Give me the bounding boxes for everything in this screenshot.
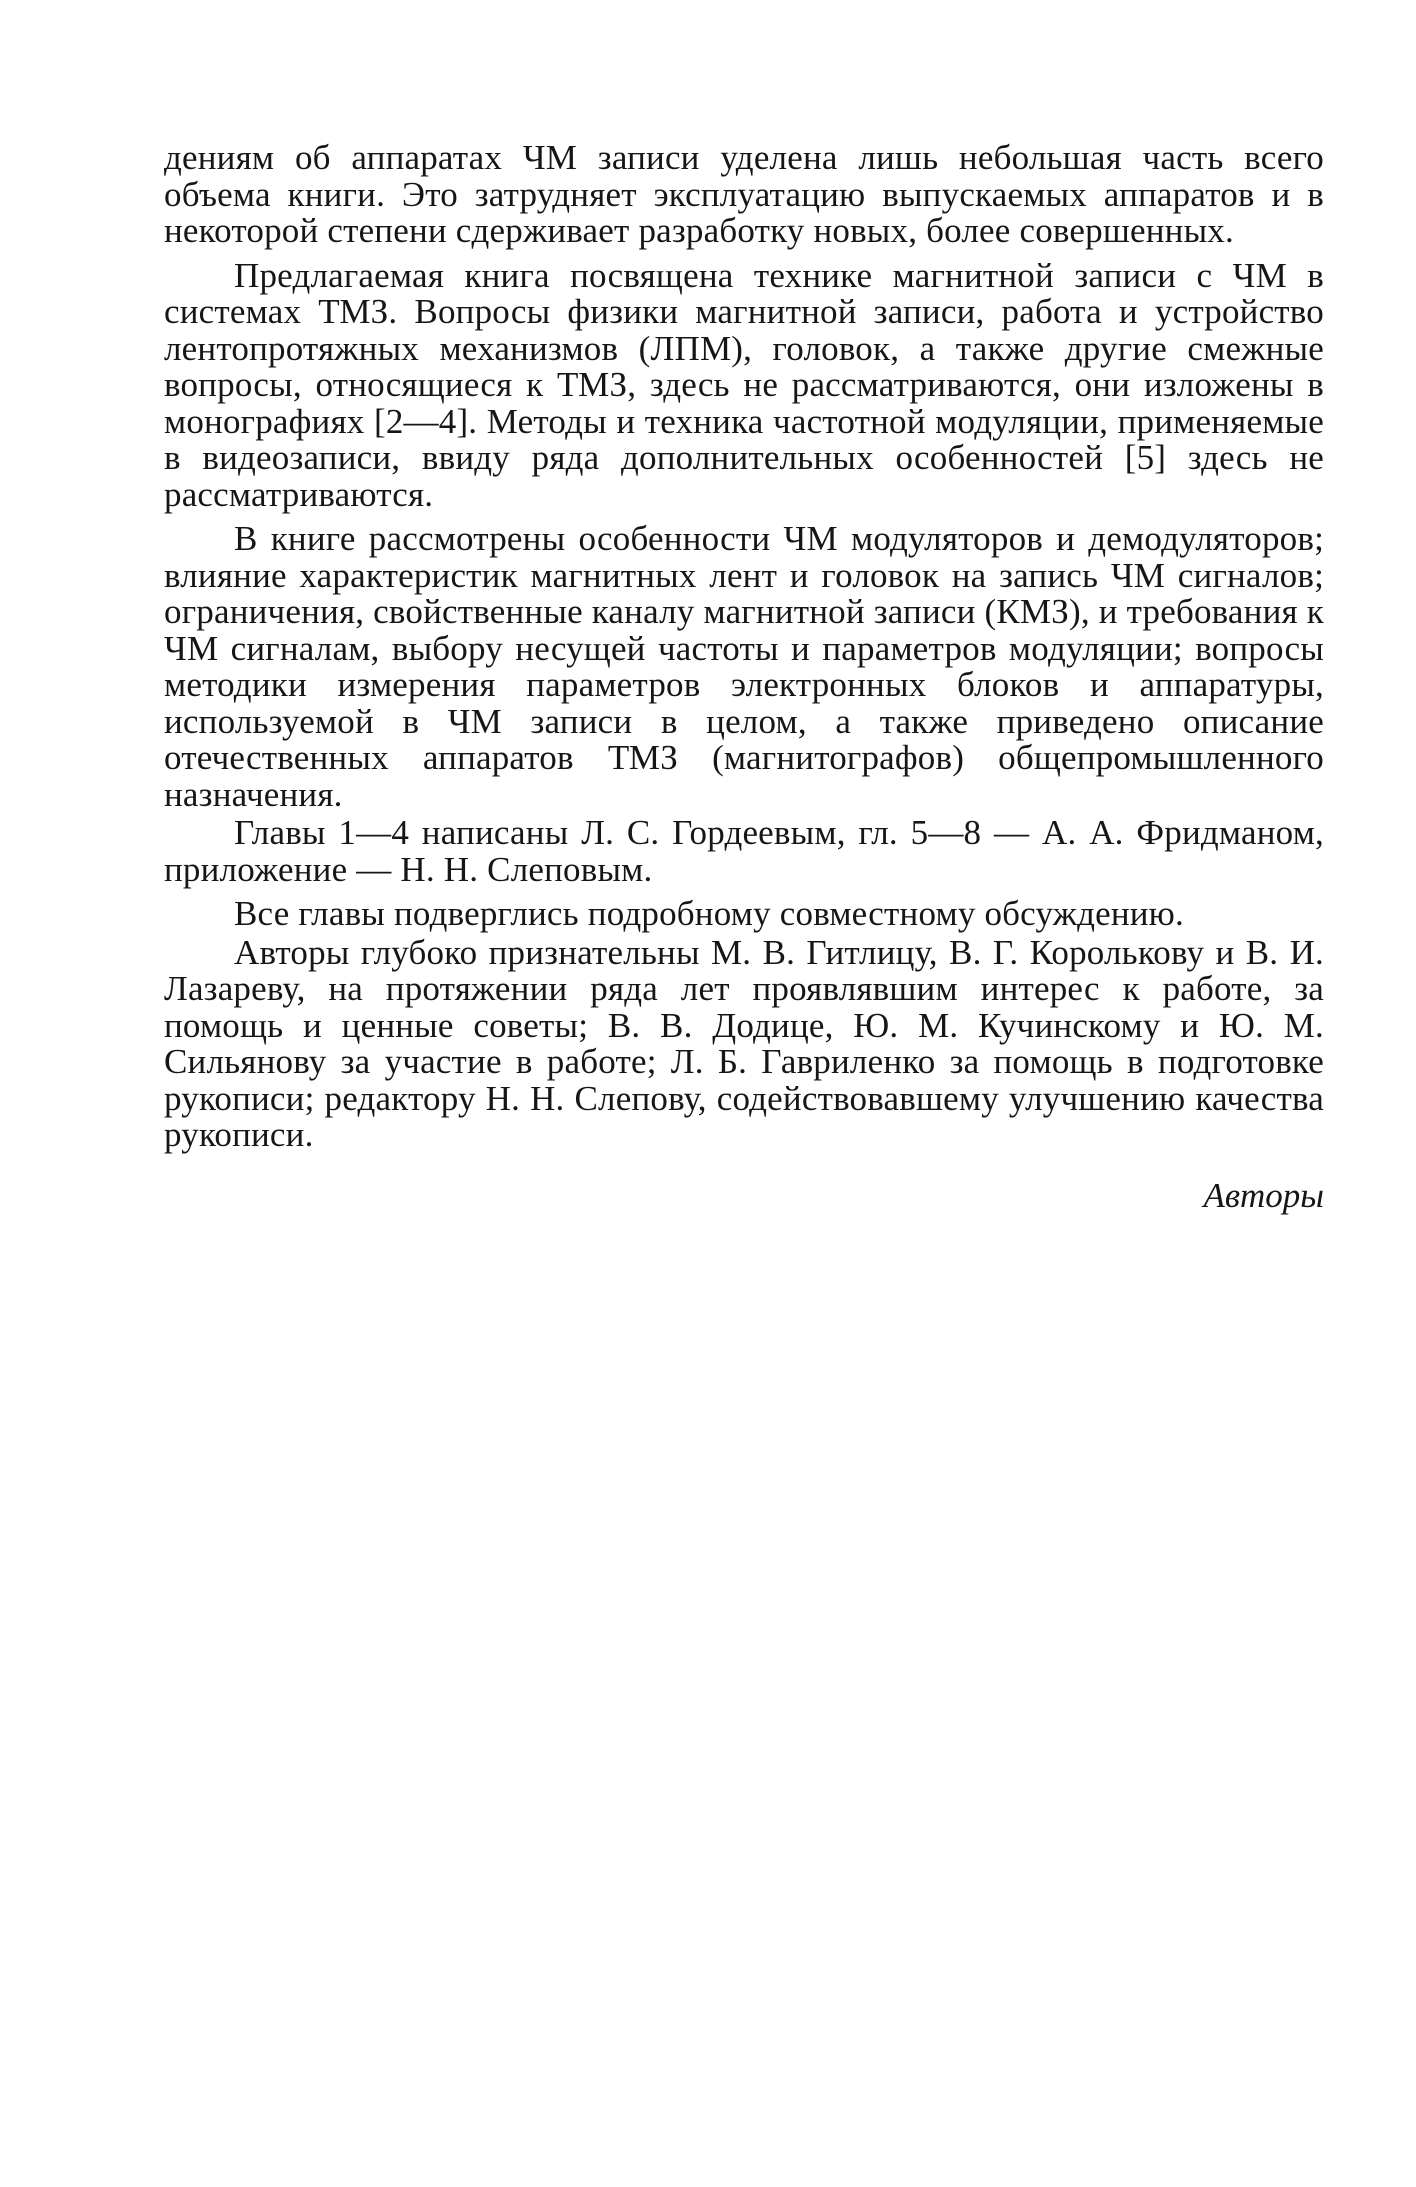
signature-authors: Авторы: [1203, 1176, 1324, 1215]
paragraph-book-scope: Предлагаемая книга посвящена технике магнитной записи с ЧМ в системах ТМЗ. Вопросы физики магнитной записи, работа и устройство лентопротяжных механизмов (ЛПМ), головок, а также другие смежные вопросы, относящиеся к ТМЗ, здесь не рассматриваются, они изложены в монографиях [2—4]. Методы и техника частотной модуляции, применяемые в видеозаписи, ввиду ряда дополнительных особенностей [5] здесь не рассматриваются.: [164, 255, 1324, 514]
paragraph-book-contents: В книге рассмотрены особенности ЧМ модуляторов и демодуляторов; влияние характеристик магнитных лент и головок на запись ЧМ сигналов; ограничения, свойственные каналу магнитной записи (КМЗ), и требования к ЧМ сигналам, выбору несущей частоты и параметров модуляции; вопросы методики измерения параметров электронных блоков и аппаратуры, используемой в ЧМ записи в целом, а также приведено описание отечественных аппаратов ТМЗ (магнитографов) общепромышленного назначения.: [164, 519, 1324, 814]
paragraph-acknowledgements: Авторы глубоко признательны М. В. Гитлицу, В. Г. Королькову и В. И. Лазареву, на протяжении ряда лет проявлявшим интерес к работе, за помощь и ценные советы; В. В. Додице, Ю. М. Кучинскому и Ю. М. Сильянову за участие в работе; Л. Б. Гавриленко за помощь в подготовке рукописи; редактору Н. Н. Слепову, содействовавшему улучшению качества рукописи.: [164, 932, 1324, 1154]
paragraph-discussion: Все главы подверглись подробному совместному обсуждению.: [234, 894, 1184, 933]
body-text: [164, 140, 1324, 1156]
paragraph-continued: дениям об аппаратах ЧМ записи уделена лишь небольшая часть всего объема книги. Это затрудняет эксплуатацию выпускаемых аппаратов и в некоторой степени сдерживает разработку новых, более совершенных.: [164, 138, 1324, 250]
paragraph-chapter-authors: Главы 1—4 написаны Л. С. Гордеевым, гл. 5—8 — А. А. Фридманом, приложение — Н. Н. Слеповым.: [164, 813, 1324, 889]
